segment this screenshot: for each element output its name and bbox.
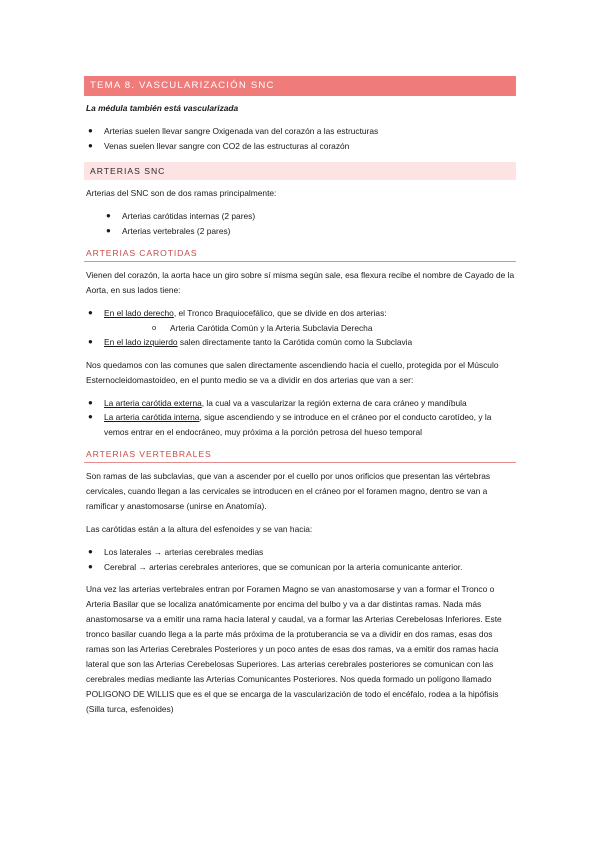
document-page <box>84 76 516 725</box>
list-item <box>84 396 516 411</box>
list-item <box>84 545 516 560</box>
list-item-text: Los laterales → arterias cerebrales medias <box>104 547 264 557</box>
list-item <box>84 335 516 350</box>
bullet-icon: ● <box>106 211 111 220</box>
vertebrales-paragraph-3: Una vez las arterias vertebrales entran por Foramen Magno se van anastomosarse y van a formar el Tronco o Arteria Basilar que se localiza anatómicamente por encima del bulbo y va a dar distintas ramas. Nada más anastomosarse va a emitir una rama hacia lateral y caudal, va a formar las Arterias Cerebelosas Inferiores. Este tronco basilar cuando llega a la parte más próxima de la protuberancia se va a dividir en dos ramas, esas dos ramas son las Arterias Cerebrales Posteriores y un poco antes de esas dos ramas, va a emitir dos ramas hacia lateral que son las Arterias Cerebelosas Superiores. Las arterias cerebrales posteriores se comunican con las cerebrales medias mediante las Arterias Comunicantes Posteriores. Nos queda formado un polígono llamado POLIGONO DE WILLIS que es el que se encarga de la vascularización de todo el encéfalo, rodea a la hipófisis (Silla turca, esfenoides) <box>86 584 502 714</box>
list-item-text: , la cual va a vascularizar la región externa de cara cráneo y mandíbula <box>201 397 467 408</box>
bullet-icon: ● <box>88 126 93 135</box>
list-item-text: Cerebral → arterias cerebrales anteriores, que se comunican por la arteria comunicante anterior. <box>104 561 463 572</box>
bullet-icon: ● <box>88 412 93 421</box>
bullet-icon: ● <box>88 561 93 571</box>
list-item <box>84 560 516 575</box>
section-band-arterias-snc: ARTERIAS SNC <box>84 162 516 180</box>
list-item-text: , sigue ascendiendo y se introduce en el cráneo por el conducto carotídeo, y la vemos entrar en el endocráneo, muy próxima a la porción petrosa del hueso temporal <box>104 412 492 437</box>
list-item <box>84 306 516 321</box>
document-title: TEMA 8. VASCULARIZACIÓN SNC <box>84 76 516 96</box>
list-item <box>84 410 516 439</box>
list-item <box>84 209 516 224</box>
list-item-text: , el Tronco Braquiocefálico, que se divide en dos arterias: <box>173 308 387 318</box>
list-item <box>84 139 516 154</box>
underlined-term: La arteria carótida externa <box>104 397 202 408</box>
section-heading-vertebrales: ARTERIAS VERTEBRALES <box>84 449 516 463</box>
underlined-term: En el lado derecho <box>104 308 174 318</box>
carotidas-paragraph-2: Nos quedamos con las comunes que salen directamente ascendiendo hacia el cuello, protegida por el Músculo Esternocleidomastoideo, en el punto medio se va a dividir en dos arterias que van a ser: <box>86 359 499 385</box>
carotidas-branches-list <box>84 396 516 440</box>
intro-italic: La médula también está vascularizada <box>86 103 239 113</box>
bullet-icon: ● <box>88 140 93 150</box>
vertebrales-paragraph-1: Son ramas de las subclavias, que van a ascender por el cuello por unos orificios que presentan las vértebras cervicales, cuando llegan a las cervicales se introducen en el cráneo por el foramen magno, dentro se van a ramificar y anastomosarse (unirse en Anatomía). <box>86 471 491 511</box>
vertebrales-paragraph-2: Las carótidas están a la altura del esfenoides y se van hacia: <box>86 524 313 534</box>
carotidas-list <box>84 306 516 350</box>
underlined-term: En el lado izquierdo <box>104 337 178 347</box>
list-item-text: Arterias vertebrales (2 pares) <box>122 225 231 236</box>
bullet-icon: ● <box>106 225 111 235</box>
arterias-snc-text: Arterias del SNC son de dos ramas principalmente: <box>86 188 277 198</box>
list-item <box>84 224 516 239</box>
bullet-icon: ● <box>88 547 93 556</box>
bullet-icon: ● <box>88 337 93 346</box>
underlined-term: La arteria carótida interna <box>104 412 200 422</box>
list-item-text: Venas suelen llevar sangre con CO2 de las estructuras al corazón <box>104 140 350 151</box>
bullet-icon: ● <box>88 397 93 407</box>
list-item-text: Arterias suelen llevar sangre Oxigenada van del corazón a las estructuras <box>104 126 379 136</box>
list-item-text: salen directamente tanto la Carótida común como la Subclavia <box>177 337 413 347</box>
list-item-text: Arterias carótidas internas (2 pares) <box>122 211 256 221</box>
intro-list <box>84 124 516 153</box>
sub-list-item <box>84 321 516 336</box>
section-heading-carotidas: ARTERIAS CAROTIDAS <box>84 248 516 262</box>
sub-bullet-icon: o <box>152 322 157 332</box>
bullet-icon: ● <box>88 308 93 317</box>
list-item-text: Arteria Carótida Común y la Arteria Subclavia Derecha <box>170 322 373 333</box>
vertebrales-list <box>84 545 516 574</box>
carotidas-paragraph-1: Vienen del corazón, la aorta hace un giro sobre sí misma según sale, esa flexura recibe el nombre de Cayado de la Aorta, en sus lados tiene: <box>86 270 515 295</box>
arterias-snc-list <box>84 209 516 238</box>
list-item <box>84 124 516 139</box>
